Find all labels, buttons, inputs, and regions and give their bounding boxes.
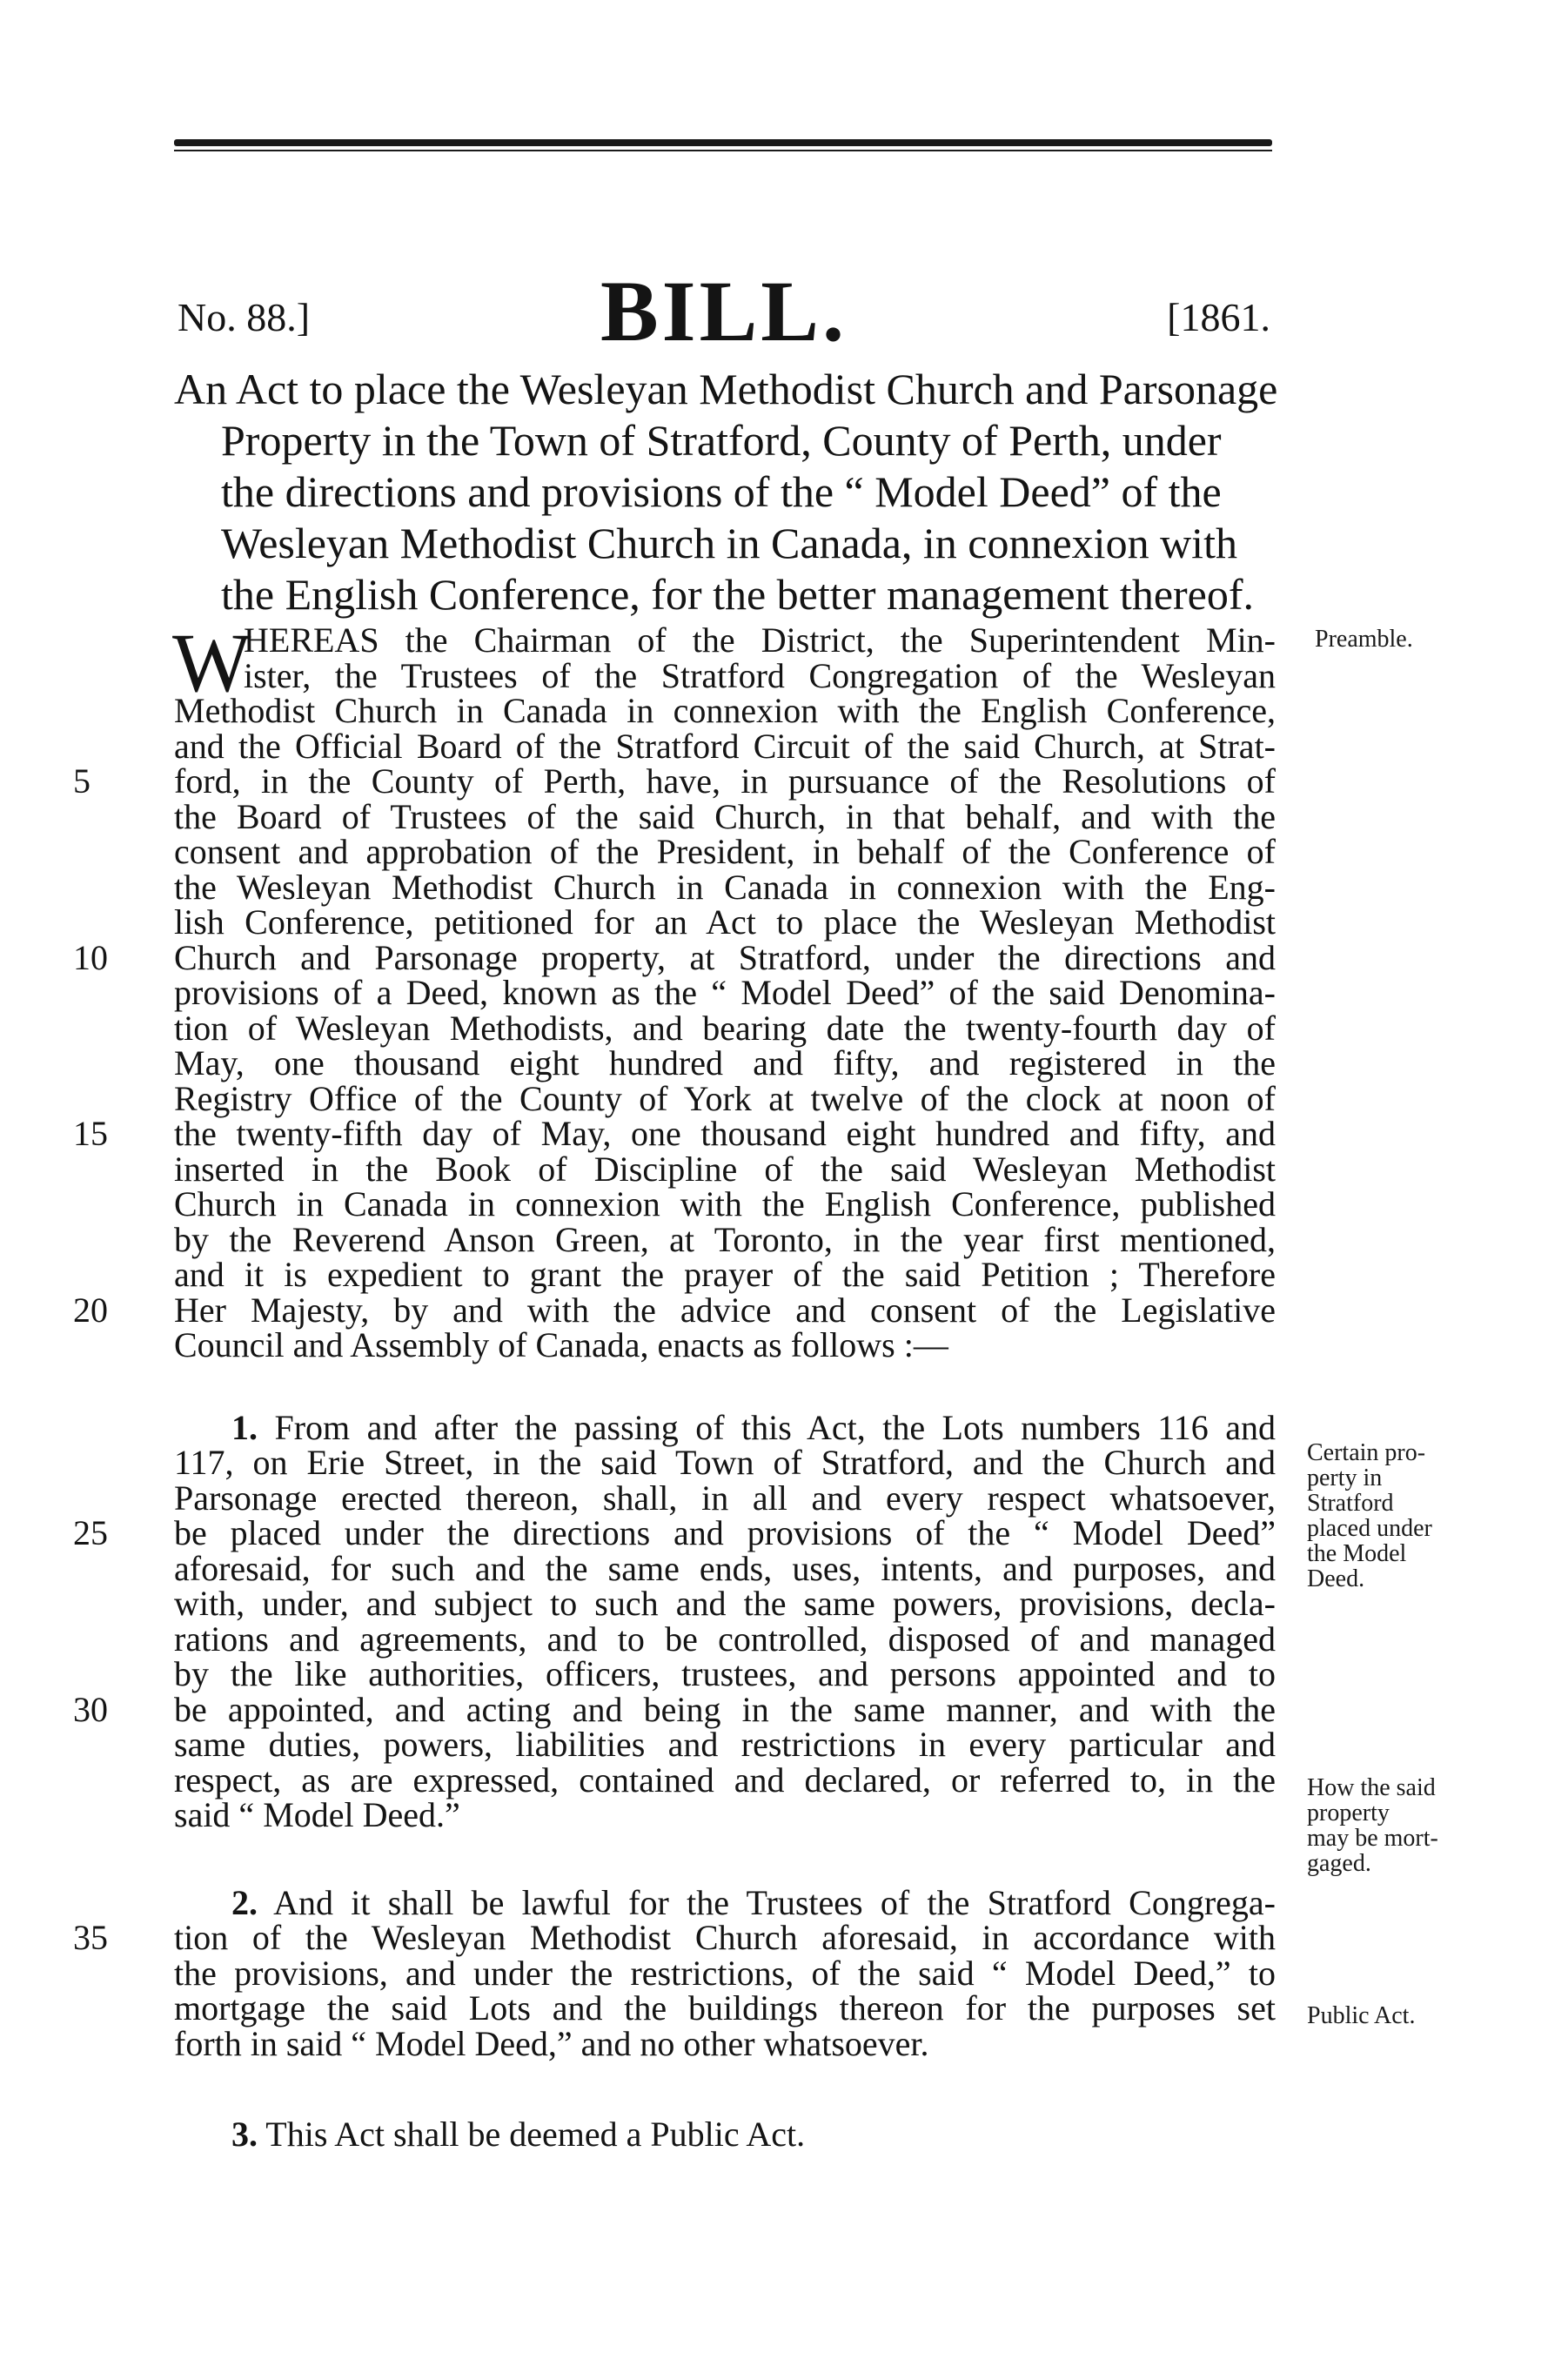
act-title-line: the directions and provisions of the “ Model Deed” of the xyxy=(221,467,1222,516)
line-text: and it is expedient to grant the prayer of the said Petition ; Therefore xyxy=(174,1255,1276,1294)
text-line xyxy=(174,1149,1276,1189)
line-text: HEREAS the Chairman of the District, the Superintendent Min- xyxy=(244,620,1276,660)
line-text: This Act shall be deemed a Public Act. xyxy=(265,2115,806,2154)
line-number: 20 xyxy=(73,1290,108,1330)
text-line xyxy=(174,1445,1276,1481)
margin-note-line: Deed. xyxy=(1307,1565,1365,1592)
margin-note-section-3 xyxy=(1307,2003,1415,2028)
text-line xyxy=(174,2117,1276,2153)
act-title xyxy=(174,364,1276,620)
line-text: lish Conference, petitioned for an Act to place the Wesleyan Methodist xyxy=(174,902,1276,942)
line-text: ford, in the County of Perth, have, in pursuance of the Resolutions of xyxy=(174,761,1276,801)
line-text: the Wesleyan Methodist Church in Canada in connexion with the Eng- xyxy=(174,867,1276,907)
line-number: 10 xyxy=(73,937,108,977)
text-line xyxy=(174,975,1276,1011)
line-text: Church in Canada in connexion with the English Conference, published xyxy=(174,1184,1276,1223)
text-line xyxy=(73,1114,1276,1153)
line-text: same duties, powers, liabilities and restrictions in every particular and xyxy=(174,1725,1276,1764)
margin-note-line: How the said xyxy=(1307,1774,1436,1801)
line-text: May, one thousand eight hundred and fifty, and registered in the xyxy=(174,1043,1276,1082)
top-rule-thin xyxy=(174,150,1272,151)
line-text: ister, the Trustees of the Stratford Congregation of the Wesleyan xyxy=(244,655,1276,695)
text-line xyxy=(73,1513,1276,1552)
paragraph-gap xyxy=(174,2061,1276,2117)
text-line xyxy=(174,1325,1276,1364)
paragraph-gap xyxy=(174,1364,1276,1411)
margin-note-section-2 xyxy=(1307,1775,1438,1876)
text-line xyxy=(174,902,1276,942)
paragraph-gap xyxy=(174,1833,1276,1886)
line-text: mortgage the said Lots and the buildings thereon for the purposes set xyxy=(174,1988,1276,2028)
text-line xyxy=(174,1078,1276,1118)
line-text: Her Majesty, by and with the advice and consent of the Legislative xyxy=(174,1290,1276,1330)
text-line xyxy=(174,1988,1276,2028)
text-line xyxy=(73,1290,1276,1330)
line-text: the twenty-fifth day of May, one thousand eight hundred and fifty, and xyxy=(174,1114,1276,1153)
text-line xyxy=(174,1759,1276,1800)
section-number: 2. xyxy=(231,1882,258,1922)
text-line xyxy=(73,937,1276,977)
text-line xyxy=(174,1478,1276,1518)
line-text: 117, on Erie Street, in the said Town of Stratford, and the Church and xyxy=(174,1443,1276,1482)
line-number: 25 xyxy=(73,1513,108,1552)
margin-note-line: gaged. xyxy=(1307,1850,1371,1877)
margin-note-line: Preamble. xyxy=(1315,626,1413,653)
section-number: 3. xyxy=(231,2115,258,2154)
line-text: by the Reverend Anson Green, at Toronto, in the year first mentioned, xyxy=(174,1219,1276,1259)
margin-note-line: Stratford xyxy=(1307,1490,1394,1517)
line-text: be appointed, and acting and being in the same manner, and with the xyxy=(174,1689,1276,1729)
margin-note-line: property xyxy=(1307,1800,1390,1826)
text-line xyxy=(174,1727,1276,1763)
bill-heading: BILL. xyxy=(600,263,848,359)
text-line xyxy=(174,1654,1276,1693)
top-rule-thick xyxy=(174,139,1272,146)
line-text: the Board of Trustees of the said Church, in that behalf, and with the xyxy=(174,796,1276,836)
line-text: respect, as are expressed, contained and declared, or referred to, in the xyxy=(174,1759,1276,1800)
text-line xyxy=(174,1882,1276,1922)
text-line xyxy=(174,1257,1276,1293)
text-line xyxy=(174,1586,1276,1622)
line-text: with, under, and subject to such and the same powers, provisions, decla- xyxy=(174,1584,1276,1623)
bill-body xyxy=(73,616,1277,2154)
line-text: And it shall be lawful for the Trustees of the Stratford Congrega- xyxy=(273,1882,1276,1922)
act-title-line: the English Conference, for the better management thereof. xyxy=(221,570,1255,619)
line-number: 5 xyxy=(73,761,90,801)
text-line xyxy=(174,726,1276,766)
margin-note-line: placed under xyxy=(1307,1515,1432,1542)
text-line xyxy=(174,1619,1276,1659)
line-text: Church and Parsonage property, at Stratford, under the directions and xyxy=(174,937,1276,977)
drop-cap: W xyxy=(172,616,251,709)
margin-note-preamble xyxy=(1315,627,1413,652)
bill-number: No. 88.] xyxy=(178,295,311,339)
margin-note-line: perty in xyxy=(1307,1465,1383,1491)
line-number: 30 xyxy=(73,1689,108,1729)
text-line xyxy=(174,1043,1276,1082)
line-text: and the Official Board of the Stratford Circuit of the said Church, at Strat- xyxy=(174,726,1276,766)
text-line xyxy=(73,1689,1276,1729)
line-text: forth in said “ Model Deed,” and no other whatsoever. xyxy=(174,2023,929,2063)
bill-header xyxy=(178,261,1270,365)
text-line xyxy=(174,691,1276,730)
line-text: by the like authorities, officers, trustees, and persons appointed and to xyxy=(174,1654,1276,1693)
line-text: Council and Assembly of Canada, enacts as follows :— xyxy=(174,1325,948,1364)
line-text: From and after the passing of this Act, the Lots numbers 116 and xyxy=(274,1407,1277,1447)
margin-note-line: the Model xyxy=(1307,1540,1407,1567)
margin-note-section-1 xyxy=(1307,1440,1432,1592)
text-line xyxy=(174,1219,1276,1259)
margin-note-line: Public Act. xyxy=(1307,2002,1416,2029)
line-text: said “ Model Deed.” xyxy=(174,1795,460,1834)
act-title-line: Property in the Town of Stratford, County of Perth, under xyxy=(221,416,1222,465)
line-text: tion of the Wesleyan Methodist Church aforesaid, in accordance with xyxy=(174,1918,1276,1957)
text-line xyxy=(73,761,1276,801)
text-line xyxy=(174,2023,1276,2063)
text-line xyxy=(174,1548,1276,1588)
bill-year: [1861. xyxy=(1167,295,1270,339)
text-line xyxy=(174,1008,1276,1048)
line-text: Parsonage erected thereon, shall, in all and every respect whatsoever, xyxy=(174,1478,1276,1518)
text-line xyxy=(174,834,1276,870)
line-text: rations and agreements, and to be controlled, disposed of and managed xyxy=(174,1619,1276,1659)
text-line xyxy=(174,1795,1276,1834)
text-line xyxy=(174,1953,1276,1993)
line-number: 15 xyxy=(73,1114,108,1153)
line-text: the provisions, and under the restrictions, of the said “ Model Deed,” to xyxy=(174,1953,1276,1993)
margin-note-line: Certain pro- xyxy=(1307,1439,1426,1466)
line-text: inserted in the Book of Discipline of the said Wesleyan Methodist xyxy=(174,1149,1276,1189)
line-text: aforesaid, for such and the same ends, uses, intents, and purposes, and xyxy=(174,1548,1276,1588)
line-text: tion of Wesleyan Methodists, and bearing date the twenty-fourth day of xyxy=(174,1008,1276,1048)
line-text: Registry Office of the County of York at twelve of the clock at noon of xyxy=(174,1078,1276,1118)
text-line xyxy=(174,1184,1276,1223)
text-line xyxy=(174,1407,1277,1447)
act-title-line: Wesleyan Methodist Church in Canada, in connexion with xyxy=(221,519,1237,567)
margin-note-line: may be mort- xyxy=(1307,1825,1438,1852)
act-title-line: An Act to place the Wesleyan Methodist Church and Parsonage xyxy=(174,365,1278,413)
text-line xyxy=(174,796,1276,836)
line-text: provisions of a Deed, known as the “ Model Deed” of the said Denomina- xyxy=(174,973,1276,1012)
text-line xyxy=(174,655,1276,695)
line-text: be placed under the directions and provisions of the “ Model Deed” xyxy=(174,1513,1276,1552)
line-text: Methodist Church in Canada in connexion with the English Conference, xyxy=(174,691,1276,730)
line-text: consent and approbation of the President, in behalf of the Conference of xyxy=(174,832,1276,871)
section-number: 1. xyxy=(231,1407,258,1447)
text-line xyxy=(174,867,1276,907)
text-line xyxy=(73,1918,1276,1957)
line-number: 35 xyxy=(73,1918,108,1957)
